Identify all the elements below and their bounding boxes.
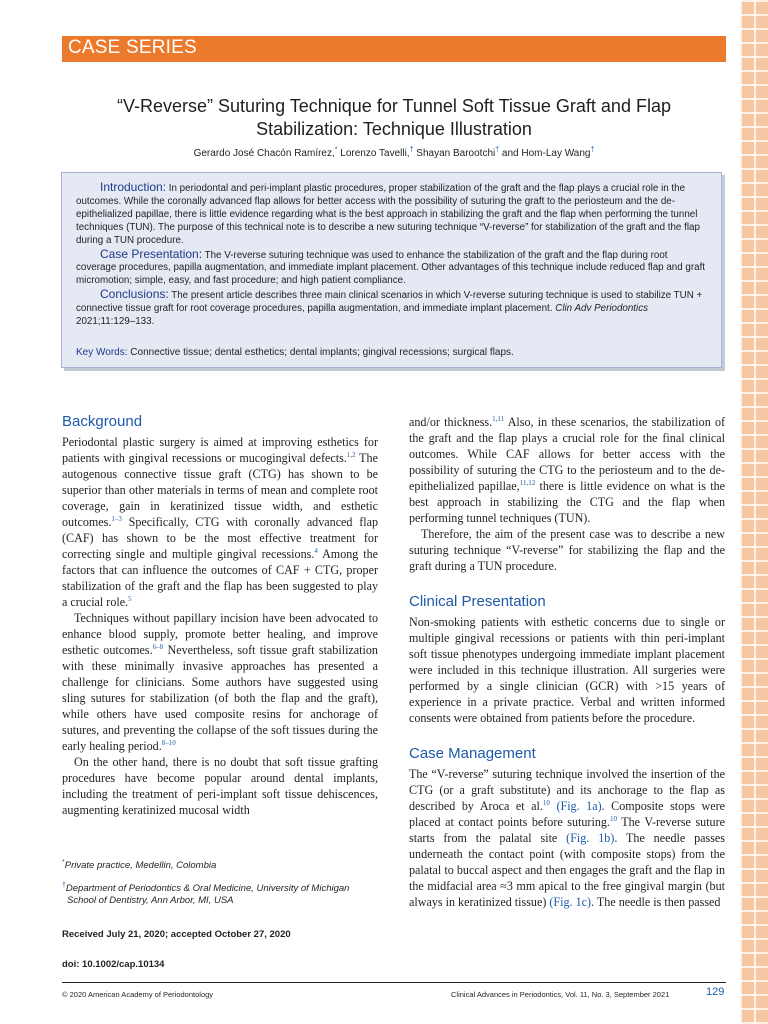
title-line-1: “V-Reverse” Suturing Technique for Tunnel Soft Tissue Graft and Flap: [117, 96, 671, 116]
author-3: Shayan Barootchi: [416, 148, 496, 159]
text-run: Specifically, CTG with coronally advanced flap (CAF) has shown to be the most effective treatment for correcting single and multiple gingival recessions.: [62, 515, 378, 561]
background-paragraph-3: On the other hand, there is no doubt that soft tissue grafting procedures have become popular around dental implants, including the treatment of peri-implant soft tissue dehiscences, augmenting keratinized mucosal width: [62, 755, 378, 817]
case-management-heading: Case Management: [409, 745, 536, 762]
abstract-citation-rest: 2021;11:129–133.: [76, 316, 155, 328]
citation-link[interactable]: 4: [314, 546, 318, 555]
author-1: Gerardo José Chacón Ramírez,: [193, 148, 335, 159]
title-line-2: Stabilization: Technique Illustration: [256, 119, 532, 139]
text-run: The V-reverse suture starts from the palatal site: [409, 815, 725, 845]
abstract-conclusions: [76, 288, 708, 329]
citation-link[interactable]: 8–10: [161, 738, 176, 747]
author-2: Lorenzo Tavelli,: [340, 148, 410, 159]
footnote-2-mark: †: [62, 881, 66, 889]
article-title: [62, 95, 726, 141]
citation-link[interactable]: 1–3: [111, 514, 122, 523]
keywords-text: Connective tissue; dental esthetics; dental implants; gingival recessions; surgical flaps.: [130, 347, 514, 358]
left-column: [62, 414, 378, 818]
abstract-case-text: The V-reverse suturing technique was used to enhance the stabilization of the graft and the flap during root coverage procedures, papilla augmentation, and immediate implant placement. Other advantages of this technique include reduced flap and graft micromotion; simple, easy, and fast procedure; and high patient compliance.: [76, 249, 706, 287]
text-run: . The needle passes underneath the contact point (with composite stops) from the palatal to buccal aspect and then engages the graft and the flap in the midfacial area ≈3 mm apical to the free gingival margin (but always in keratinized tissue): [409, 831, 726, 909]
text-run: The “V-reverse” suturing technique involved the insertion of the CTG (or a graft substitute) and its anchorage to the flap as described by Aroca et al.: [409, 767, 725, 813]
abstract-conclusions-heading: Conclusions:: [100, 287, 169, 302]
author-2-mark: †: [409, 146, 414, 154]
footnote-1: [62, 860, 378, 873]
text-run: Nevertheless, soft tissue graft stabilization with these minimally invasive approaches has presented a challenge for clinicians. Some authors have suggested using sling sutures for stabilization (of both the flap and the graft), while others have used composite resins for anchorage of sutures, and preventing the collapse of the soft tissues during the early healing period.: [62, 643, 378, 753]
doi[interactable]: doi: 10.1002/cap.10134: [62, 959, 165, 970]
footer-copyright: © 2020 American Academy of Periodontology: [62, 990, 214, 999]
abstract-case: [76, 248, 708, 289]
background-heading: Background: [62, 413, 143, 430]
author-3-mark: †: [495, 146, 500, 154]
affiliation-footnotes: [62, 860, 378, 908]
clinical-presentation-heading: Clinical Presentation: [409, 593, 546, 610]
footer-divider: [62, 982, 726, 983]
figure-link[interactable]: (Fig. 1b): [566, 831, 615, 845]
citation-link[interactable]: 10: [609, 814, 617, 823]
abstract-box: [61, 172, 722, 368]
received-dates: Received July 21, 2020; accepted October 27, 2020: [62, 929, 291, 940]
footnote-2-line-1: Department of Periodontics & Oral Medicine, University of Michigan: [65, 882, 350, 894]
clinical-presentation-paragraph: Non-smoking patients with esthetic concerns due to single or multiple gingival recessions or patients with thin peri-implant soft tissue phenotypes undergoing immediate implant placement were included in this technique illustration. All surgeries were performed by a single clinician (GCR) with >15 years of experience in a private practice. Verbal and written informed consents were obtained from patients before the procedure.: [409, 615, 725, 725]
author-list: [62, 148, 726, 159]
background-paragraph-3-continued: [409, 414, 725, 526]
footnote-2-cont: [62, 895, 378, 908]
keywords: [76, 347, 708, 358]
citation-link[interactable]: 11,12: [519, 478, 536, 487]
right-column: [409, 414, 725, 910]
text-run: there is little evidence on what is the best approach in stabilizing the CTG and the flap when performing tunnel techniques (TUN).: [409, 479, 726, 525]
text-run: Among the factors that can influence the outcomes of CAF + CTG, proper stabilization of the graft and the flap has been suggested to play a crucial role.: [62, 547, 378, 609]
banner-label: CASE SERIES: [68, 37, 197, 58]
citation-link[interactable]: 1,2: [346, 450, 356, 459]
footer-journal: Clinical Advances in Periodontics, Vol. 11, No. 3, September 2021: [451, 990, 670, 999]
citation-link[interactable]: 1,11: [492, 414, 505, 423]
background-paragraph-1: [62, 434, 378, 610]
text-run: and/or thickness.: [409, 415, 493, 429]
abstract-intro: [76, 181, 708, 248]
citation-link[interactable]: 10: [542, 798, 550, 807]
abstract-conclusions-text: The present article describes three main clinical scenarios in which V-reverse suturing technique is used to stabilize TUN + connective tissue graft for root coverage procedures, papilla augmentation, and immediate implant placement.: [76, 290, 703, 315]
abstract-case-heading: Case Presentation:: [100, 246, 203, 261]
text-run: Also, in these scenarios, the stabilization of the graft and the flap plays a crucial role for the final clinical outcomes. While CAF allows for better access with the possibility of suturing the CTG to the periosteum and to the de-epithelialized papillae,: [409, 415, 726, 493]
text-run: . The needle is then passed: [591, 895, 721, 909]
footnote-2-line-2: School of Dentistry, Ann Arbor, MI, USA: [67, 895, 234, 906]
page-number: 129: [706, 986, 725, 998]
section-banner: [62, 36, 726, 62]
case-management-paragraph: [409, 766, 725, 910]
citation-link[interactable]: 5: [128, 594, 132, 603]
citation-link[interactable]: 6–8: [152, 642, 164, 651]
background-paragraph-2: [62, 610, 378, 754]
figure-link[interactable]: (Fig. 1c): [549, 895, 592, 909]
text-run: Techniques without papillary incision have been advocated to enhance blood supply, promote better healing, and improve esthetic outcomes.: [62, 611, 378, 657]
footnote-1-mark: *: [62, 858, 65, 866]
figure-link[interactable]: (Fig. 1a): [556, 799, 602, 813]
text-run: Periodontal plastic surgery is aimed at improving esthetics for patients with gingival recessions or mucogingival defects.: [62, 435, 378, 465]
footnote-1-text: Private practice, Medellin, Colombia: [64, 860, 217, 871]
decorative-side-strip: [740, 0, 768, 1024]
abstract-intro-text: In periodontal and peri-implant plastic procedures, proper stabilization of the graft and the flap plays a crucial role in the outcomes. While the coronally advanced flap allows for better access with the possibility of suturing the graft to the periosteum and the de-epithelialized papillae, there is little evidence regarding what is the best approach in stabilizing the graft and the flap when performing the tunnel techniques (TUN). The purpose of this technical note is to describe a new suturing technique “V-reverse” for stabilization of the graft and the flap during a TUN procedure.: [76, 183, 700, 246]
abstract-body: [76, 181, 708, 329]
abstract-intro-heading: Introduction:: [100, 180, 167, 194]
footnote-2: [62, 883, 378, 896]
text-run: . Composite stops were placed at contact points before suturing.: [409, 799, 725, 829]
keywords-heading: Key Words:: [76, 347, 128, 358]
background-paragraph-4: Therefore, the aim of the present case was to describe a new suturing technique “V-reverse” for stabilizing the flap and the graft during a TUN procedure.: [409, 527, 725, 573]
author-1-mark: *: [334, 146, 338, 154]
abstract-citation-journal: Clin Adv Periodontics: [555, 303, 648, 315]
text-run: The autogenous connective tissue graft (CTG) has shown to be superior than other materials in terms of mean and complete root coverage, gain in keratinized tissue width, and esthetic outcomes.: [62, 451, 378, 529]
author-4-mark: †: [590, 146, 595, 154]
author-4: and Hom-Lay Wang: [501, 148, 591, 159]
